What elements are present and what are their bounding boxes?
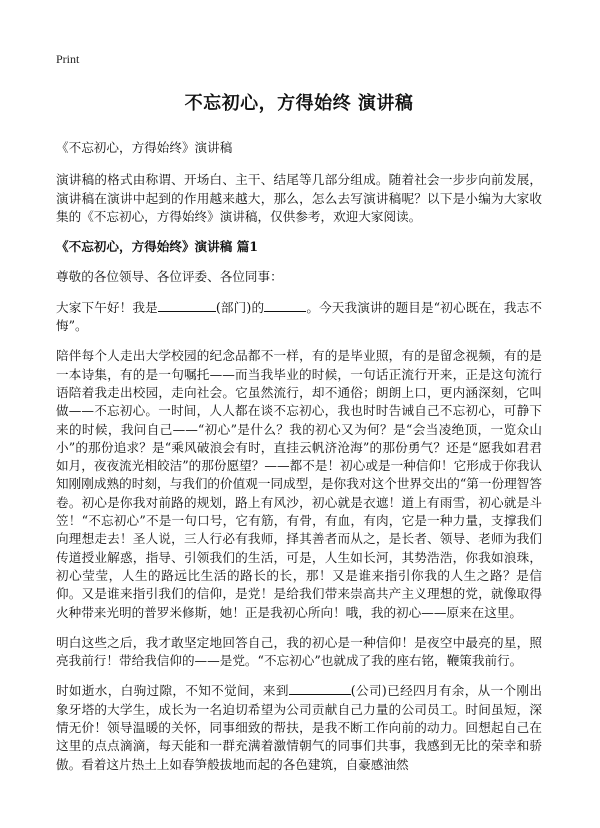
body-3-text-1: 时如逝水，白驹过隙，不知不觉间，来到 [56,683,289,699]
department-blank [264,299,306,312]
document-title: 不忘初心，方得始终 演讲稿 [184,93,414,114]
document-subtitle: 《不忘初心，方得始终》演讲稿 [56,140,233,155]
body-paragraph-2: 明白这些之后，我才敢坚定地回答自己，我的初心是一种信仰！是夜空中最亮的星，照亮我前行！带给我信仰的——是党。“不忘初心”也就成了我的座右铭，鞭策我前行。 [56,634,542,669]
body-3-text-2: (公司)已经四月有余，从一个刚出象牙塔的大学生，成长为一名迫切希望为公司贡献自己力量的公司员工。时间虽短，深情无价！领导温暖的关怀，同事细致的帮扶，是我不断工作向前的动力。回想起自己在这里的点点滴滴，每天能和一群充满着激情朝气的同事们共事，我感到无比的荣幸和骄傲。看着这片热土上如春笋般拔地而起的各色建筑，自豪感油然 [56,683,542,772]
section-heading: 《不忘初心，方得始终》演讲稿 篇1 [56,239,259,255]
greeting: 尊敬的各位领导、各位评委、各位同事： [56,269,283,285]
opening-text-3: 。今天我演讲的题目是“初心既在，我志不悔”。 [56,299,542,334]
body-paragraph-1: 陪伴每个人走出大学校园的纪念品都不一样，有的是毕业照，有的是留念视频，有的是一本诗集，有的是一句嘱托——而当我毕业的时候，一句话正流行开来，正是这句流行语陪着我走出校园，走向社会。它虽然流行，却不通俗；朗朗上口，更内涵深刻，它叫做——不忘初心。一时间，人人都在谈不忘初心，我也时时告诫自己不忘初心，可静下来的时候，我问自己——“初心”是什么？我的初心又为何？是“会当凌绝顶，一览众山小”的那份追求？是“乘风破浪会有时，直挂云帆济沧海”的那份勇气？还是“愿我如君君如月，夜夜流光相皎洁”的那份愿望？——都不是！初心或是一种信仰！它形成于你我认知刚刚成熟的时刻，与我们的价值观一同成型，是你我对这个世界交出的“第一份理智答卷。初心是你我对前路的规划，路上有风沙，初心就是衣遮！道上有雨雪，初心就是斗笠！“不忘初心”不是一句口号，它有筋，有骨，有血，有肉，它是一种力量，支撑我们向理想走去！圣人说，三人行必有我师，择其善者而从之，是长者、领导、老师为我们传道授业解惑，指导、引领我们的生活，可是，人生如长河，其势浩浩，你我如浪珠，初心莹莹，人生的路远比生活的路长的长，那！又是谁来指引你我的人生之路？是信仰。又是谁来指引我们的信仰，是党！是给我们带来崇高共产主义理想的党，就像取得火种带来光明的普罗米修斯，她！正是我初心所向！哦，我的初心——原来在这里。 [56,348,542,620]
body-paragraph-3 [56,682,542,773]
opening-paragraph [56,299,542,336]
intro-paragraph: 演讲稿的格式由称谓、开场白、主干、结尾等几部分组成。随着社会一步步向前发展，演讲稿在演讲中起到的作用越来越大，那么，怎么去写演讲稿呢？以下是小编为大家收集的《不忘初心，方得始终》演讲稿，仅供参考，欢迎大家阅读。 [56,172,542,224]
opening-text-2: (部门)的 [215,299,265,315]
name-blank [158,299,216,312]
opening-text-1: 大家下午好！我是 [56,299,158,315]
company-blank [289,682,351,695]
print-link[interactable]: Print [56,52,80,66]
